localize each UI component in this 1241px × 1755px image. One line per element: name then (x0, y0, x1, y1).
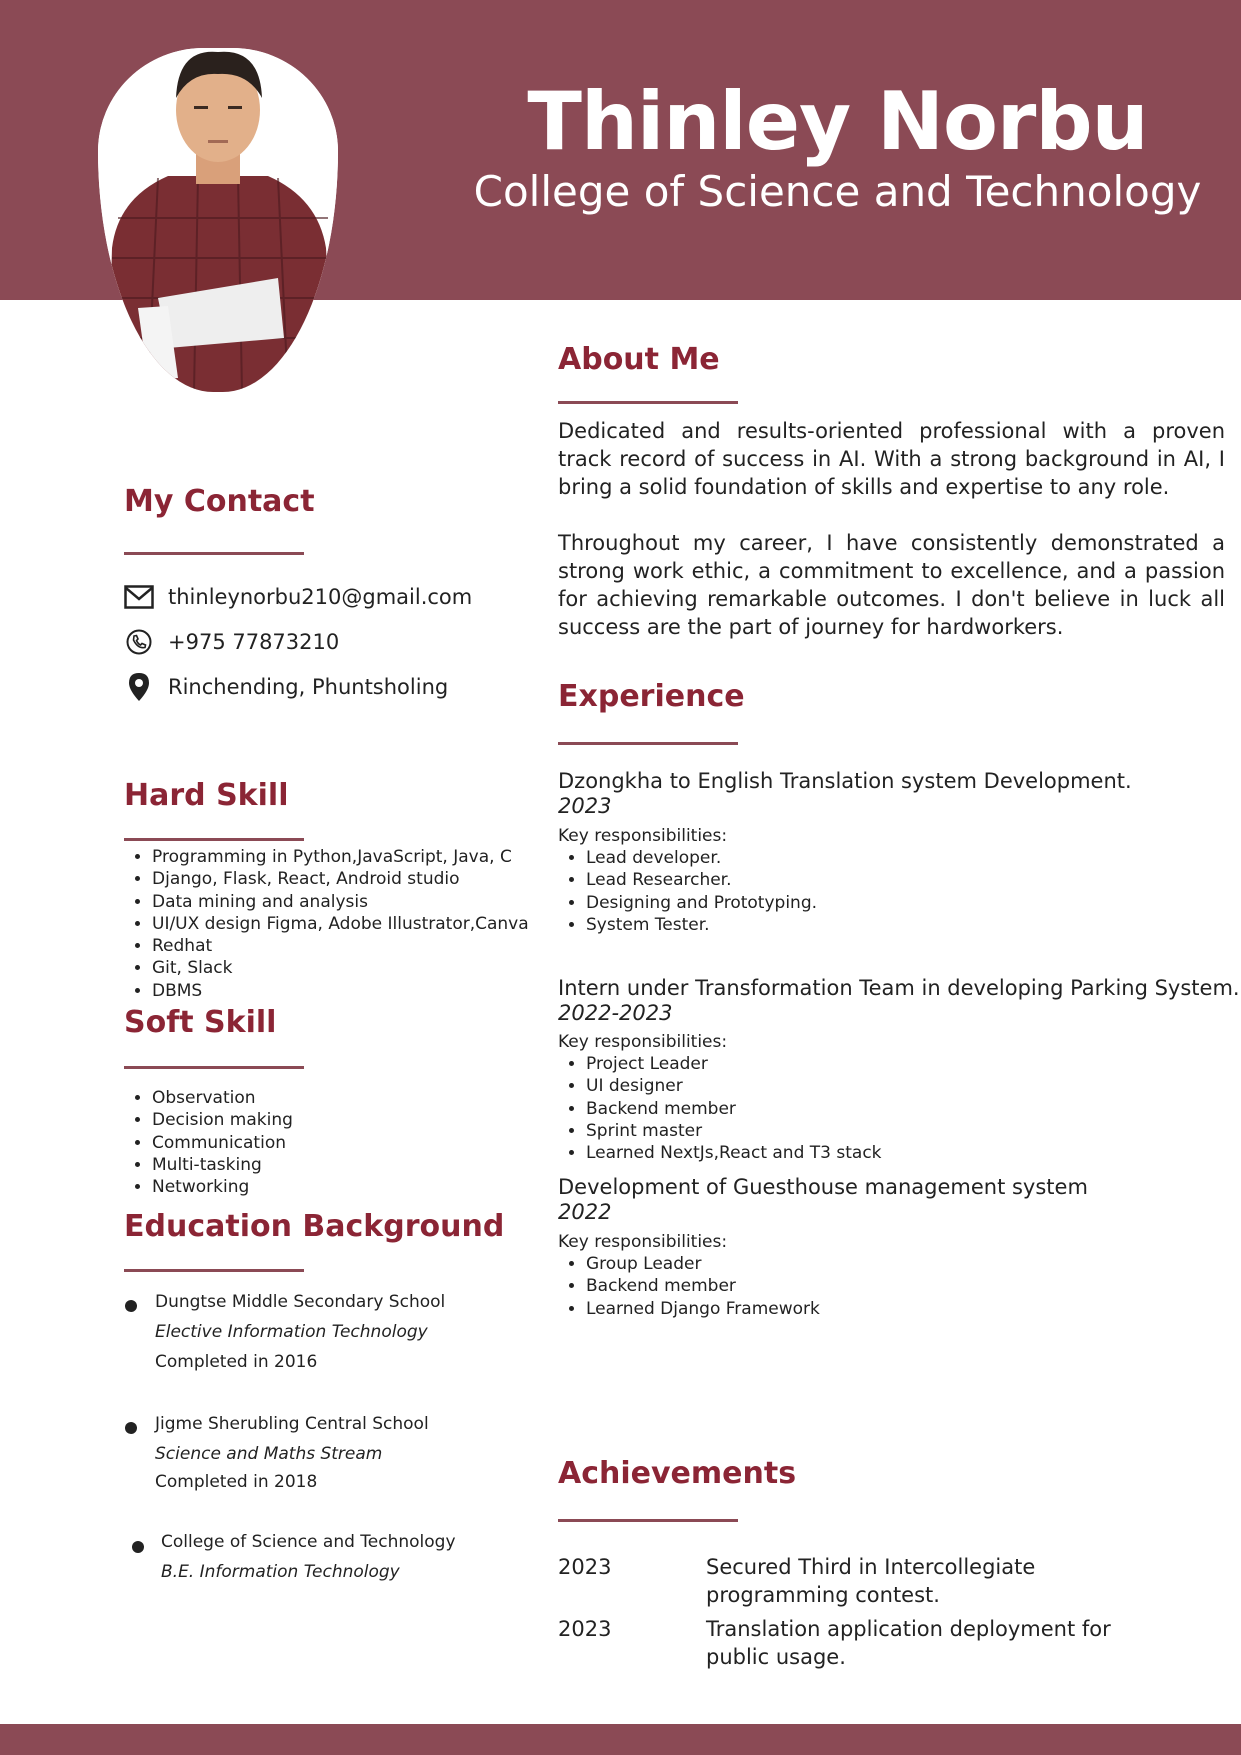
bullet-dot (132, 1541, 144, 1553)
list-item: • UI/UX design Figma, Adobe Illustrator,Canva (152, 913, 552, 935)
achievement-text: Translation application deployment for public usage. (706, 1617, 1111, 1669)
list-item: • Learned Django Framework (586, 1298, 1186, 1320)
list-item: • Multi-tasking (152, 1154, 512, 1176)
candidate-name: Thinley Norbu (527, 75, 1148, 168)
achievements-title: Achievements (558, 1456, 797, 1491)
about-paragraph-1: Dedicated and results-oriented professional with a proven track record of success in AI. With a strong background in AI, I bring a solid foundation of skills and expertise to any role. (558, 419, 1225, 499)
mail-icon (124, 582, 154, 612)
list-item: • DBMS (152, 980, 552, 1002)
list-item: • Group Leader (586, 1253, 1186, 1275)
contact-location-row (124, 672, 448, 702)
contact-location: Rinchending, Phuntsholing (168, 675, 449, 699)
experience-key-label: Key responsibilities: (558, 1032, 728, 1052)
soft-skill-title: Soft Skill (124, 1005, 277, 1040)
education-entry (124, 1412, 504, 1502)
experience-year-2: 2022-2023 (558, 1001, 673, 1025)
education-entry (124, 1290, 504, 1380)
list-item: • Git, Slack (152, 957, 552, 979)
achievement-year: 2023 (558, 1555, 612, 1579)
experience-year-3: 2022 (558, 1200, 612, 1224)
about-divider (558, 401, 738, 404)
about-paragraph-2: Throughout my career, I have consistently demonstrated a strong work ethic, a commitment to excellence, and a passion for achieving remarkable outcomes. I don't believe in luck all success are the part of journey for hardworkers. (558, 531, 1225, 639)
list-item: • Lead Researcher. (586, 869, 1186, 891)
list-item: • Backend member (586, 1098, 1186, 1120)
hard-skill-divider (124, 838, 304, 841)
soft-skill-divider (124, 1066, 304, 1069)
list-item: • UI designer (586, 1075, 1186, 1097)
education-school: Dungtse Middle Secondary School (155, 1292, 446, 1312)
list-item: • Learned NextJs,React and T3 stack (586, 1142, 1186, 1164)
contact-divider (124, 552, 304, 555)
about-title: About Me (558, 342, 720, 377)
education-completed: Completed in 2016 (155, 1352, 318, 1372)
education-program: Science and Maths Stream (155, 1444, 383, 1464)
list-item: • Backend member (586, 1275, 1186, 1297)
education-program: B.E. Information Technology (161, 1562, 400, 1582)
hard-skill-title: Hard Skill (124, 778, 289, 813)
experience-key-label: Key responsibilities: (558, 1232, 728, 1252)
location-pin-icon (124, 672, 154, 702)
hard-skill-list (124, 846, 552, 1002)
footer-band (0, 1724, 1241, 1755)
contact-phone-row[interactable] (124, 627, 339, 657)
education-school: Jigme Sherubling Central School (155, 1414, 429, 1434)
achievement-text: Secured Third in Intercollegiate programming contest. (706, 1555, 1036, 1607)
education-divider (124, 1269, 304, 1272)
list-item: • Observation (152, 1087, 512, 1109)
phone-icon (124, 627, 154, 657)
education-title: Education Background (124, 1209, 505, 1244)
contact-email-row[interactable] (124, 582, 472, 612)
experience-title: Experience (558, 679, 745, 714)
achievements-divider (558, 1519, 738, 1522)
list-item: • Lead developer. (586, 847, 1186, 869)
soft-skill-list (124, 1087, 512, 1198)
experience-year-1: 2023 (558, 794, 612, 818)
education-completed: Completed in 2018 (155, 1472, 318, 1492)
education-entry (130, 1530, 510, 1590)
list-item: • Communication (152, 1132, 512, 1154)
bullet-dot (125, 1422, 137, 1434)
list-item: • Redhat (152, 935, 552, 957)
achievement-year: 2023 (558, 1617, 612, 1641)
list-item: • Sprint master (586, 1120, 1186, 1142)
candidate-institution: College of Science and Technology (473, 167, 1202, 216)
contact-section-title: My Contact (124, 484, 315, 519)
list-item: • Designing and Prototyping. (586, 892, 1186, 914)
profile-photo (98, 48, 338, 392)
list-item: • Project Leader (586, 1053, 1186, 1075)
experience-responsibilities (558, 847, 1186, 936)
list-item: • System Tester. (586, 914, 1186, 936)
list-item: • Decision making (152, 1109, 512, 1131)
education-school: College of Science and Technology (161, 1532, 456, 1552)
experience-title-2: Intern under Transformation Team in developing Parking System. (558, 976, 1240, 1000)
experience-key-label: Key responsibilities: (558, 826, 728, 846)
list-item: • Networking (152, 1176, 512, 1198)
contact-phone[interactable]: +975 77873210 (168, 630, 340, 654)
experience-divider (558, 742, 738, 745)
list-item: • Data mining and analysis (152, 891, 552, 913)
experience-responsibilities (558, 1053, 1186, 1164)
experience-title-1: Dzongkha to English Translation system Development. (558, 769, 1132, 793)
experience-title-3: Development of Guesthouse management system (558, 1175, 1088, 1199)
list-item: • Django, Flask, React, Android studio (152, 868, 552, 890)
contact-email[interactable]: thinleynorbu210@gmail.com (168, 585, 473, 609)
education-program: Elective Information Technology (155, 1322, 428, 1342)
list-item: • Programming in Python,JavaScript, Java, C (152, 846, 552, 868)
bullet-dot (125, 1300, 137, 1312)
experience-responsibilities (558, 1253, 1186, 1320)
